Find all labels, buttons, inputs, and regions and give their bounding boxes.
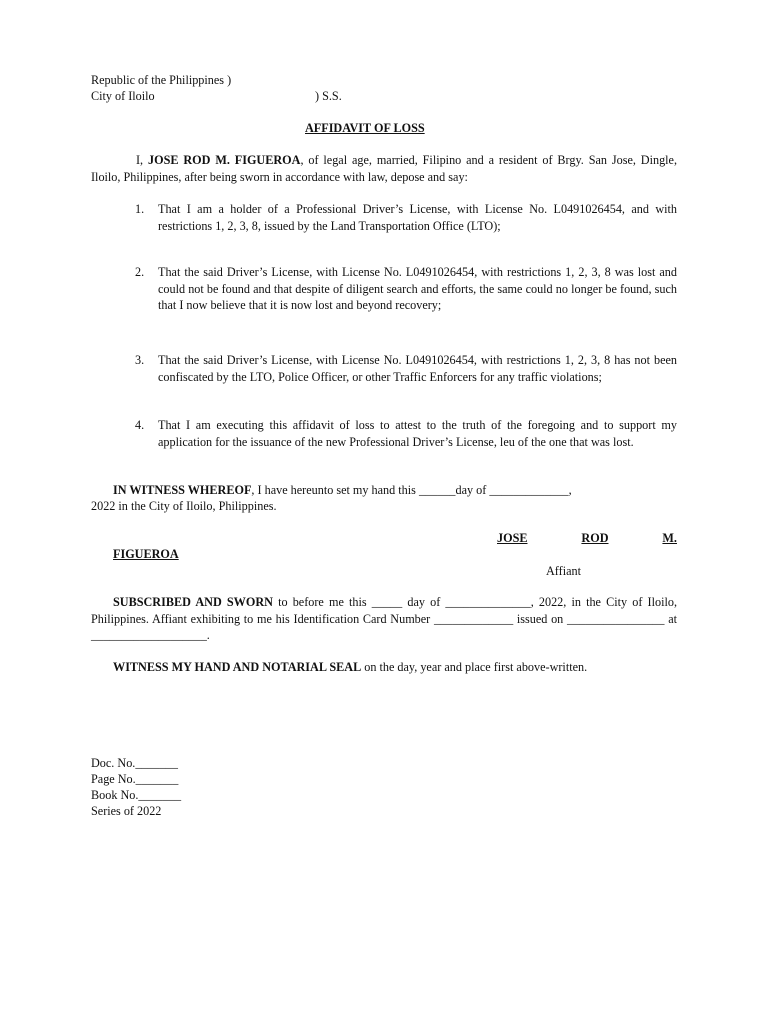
list-item-number: 3. bbox=[135, 353, 145, 367]
list-item-text: That I am a holder of a Professional Driver’s License, with License No. L0491026454, and with restrictions 1, 2, 3, 8, issued by the Land Transportation Office (LTO); bbox=[158, 202, 677, 233]
book-number-line: Book No._______ bbox=[91, 788, 182, 802]
subscribed-text: to before me this _____ day of ______________, 2022, in the City of Iloilo, Philippines. Affiant exhibiting to me his Identification Card Number _____________ issued on ________________ at ___________________. bbox=[91, 595, 677, 642]
venue-city-label: City of Iloilo bbox=[91, 89, 155, 103]
document-title: AFFIDAVIT OF LOSS bbox=[305, 121, 425, 135]
notarial-paragraph bbox=[91, 659, 677, 676]
signature-name-first: JOSE bbox=[497, 531, 528, 545]
notarial-text: on the day, year and place first above-written. bbox=[361, 660, 588, 674]
signature-name-initial: M. bbox=[662, 531, 677, 545]
witness-whereof-text: , I have hereunto set my hand this ______day of _____________, bbox=[251, 483, 572, 497]
affiant-name: JOSE ROD M. FIGUEROA bbox=[148, 153, 301, 167]
list-item-number: 1. bbox=[135, 202, 145, 216]
venue-country-line: Republic of the Philippines ) bbox=[91, 73, 232, 87]
list-item bbox=[135, 352, 677, 385]
list-item bbox=[135, 264, 677, 314]
venue-ss-label: ) S.S. bbox=[315, 89, 342, 103]
signature-name-middle: ROD bbox=[581, 531, 609, 545]
intro-text: , of legal age, married, Filipino and a resident of Brgy. San Jose, Dingle, Iloilo, Philippines, after being sworn in accordance with law, depose and say: bbox=[91, 153, 678, 184]
list-item bbox=[135, 201, 677, 234]
intro-paragraph bbox=[91, 152, 677, 185]
list-item bbox=[135, 417, 677, 450]
signature-surname: FIGUEROA bbox=[113, 547, 179, 561]
series-line: Series of 2022 bbox=[91, 804, 162, 818]
witness-whereof-line-2: 2022 in the City of Iloilo, Philippines. bbox=[91, 499, 277, 513]
witness-whereof-lead: IN WITNESS WHEREOF bbox=[113, 483, 252, 497]
page-number-line: Page No._______ bbox=[91, 772, 179, 786]
doc-number-line: Doc. No._______ bbox=[91, 756, 178, 770]
list-item-text: That the said Driver’s License, with License No. L0491026454, with restrictions 1, 2, 3, 8 has not been confiscated by the LTO, Police Officer, or other Traffic Enforcers for any traffic violations; bbox=[158, 353, 677, 384]
notarial-lead: WITNESS MY HAND AND NOTARIAL SEAL bbox=[113, 660, 362, 674]
list-item-text: That the said Driver’s License, with License No. L0491026454, with restrictions 1, 2, 3, 8 was lost and could not be found and that despite of diligent search and efforts, the same could no longer be found, such that I now believe that it is now lost and beyond recovery; bbox=[158, 265, 677, 312]
list-item-number: 4. bbox=[135, 418, 145, 432]
subscribed-lead: SUBSCRIBED AND SWORN bbox=[113, 595, 273, 609]
subscribed-paragraph bbox=[91, 594, 677, 644]
list-item-text: That I am executing this affidavit of loss to attest to the truth of the foregoing and to support my application for the issuance of the new Professional Driver’s License, leu of the one that was lost. bbox=[158, 418, 677, 449]
intro-lead: I, bbox=[136, 153, 148, 167]
list-item-number: 2. bbox=[135, 265, 145, 279]
witness-whereof-line bbox=[113, 482, 572, 499]
affiant-label: Affiant bbox=[546, 564, 581, 578]
signature-name-line bbox=[497, 530, 677, 547]
